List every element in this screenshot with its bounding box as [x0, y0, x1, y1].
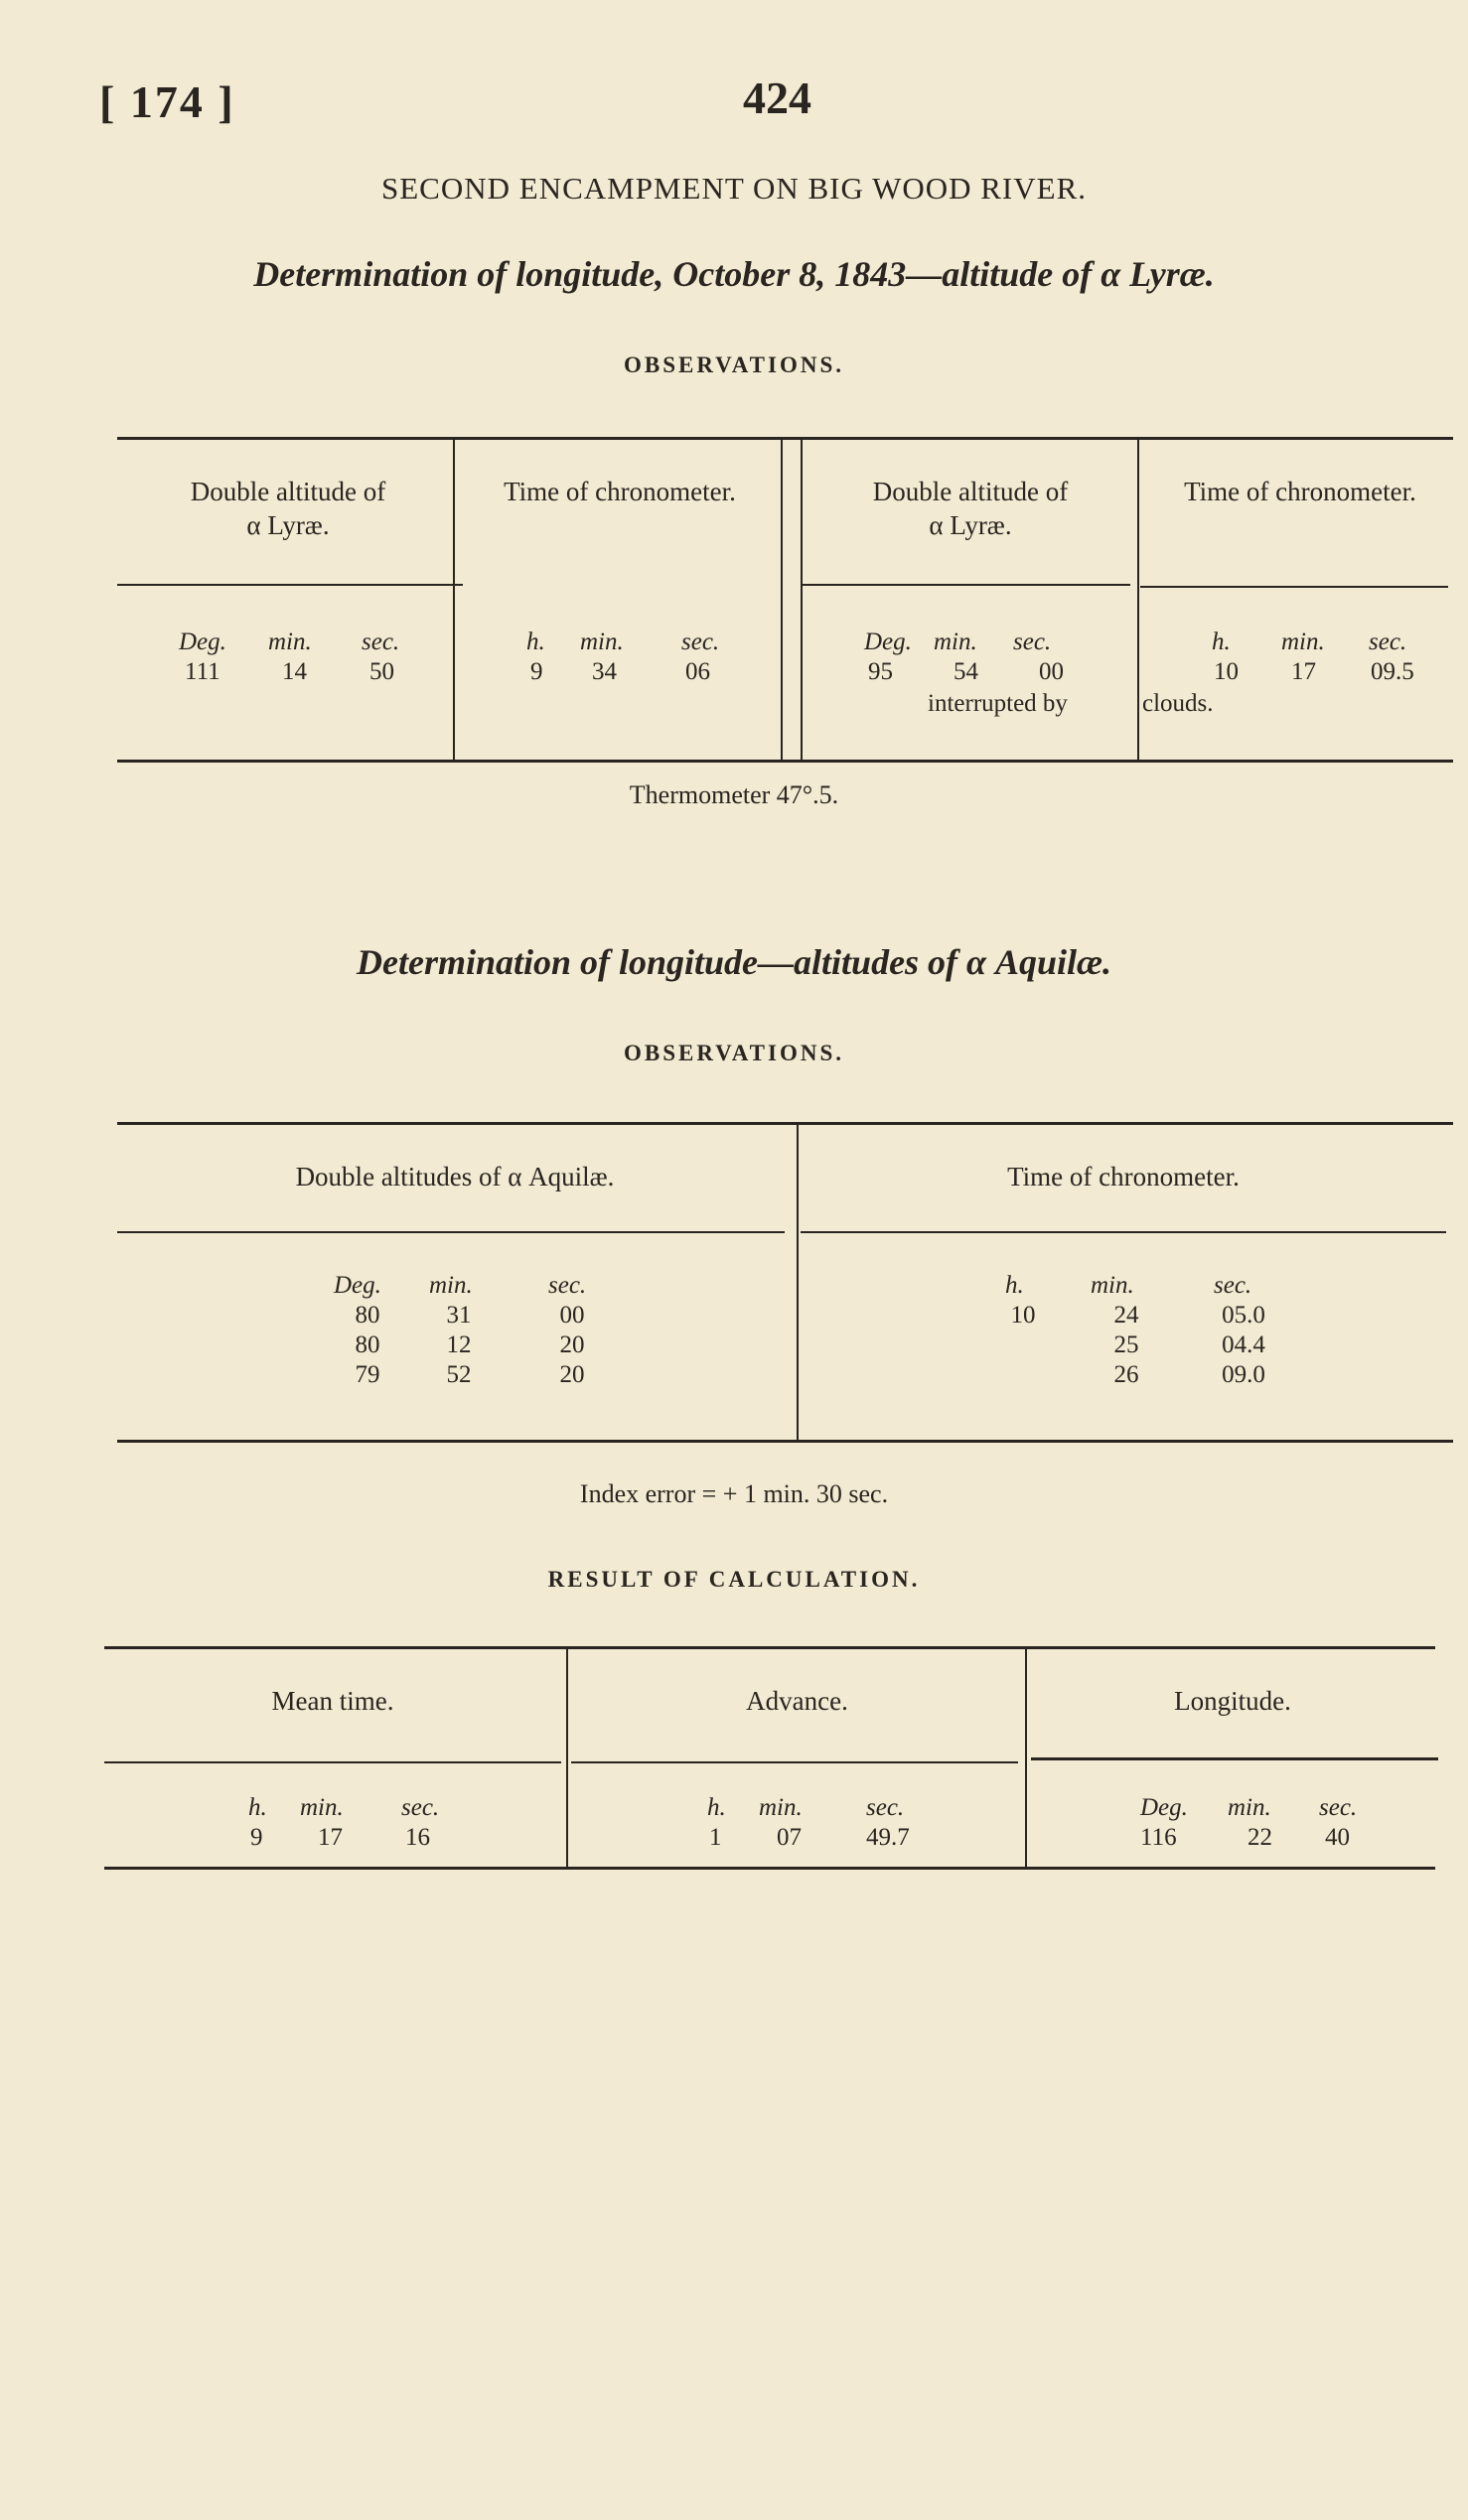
unit-label: sec. — [1013, 629, 1052, 655]
result-col3-header: Longitude. — [1174, 1686, 1291, 1716]
unit-label: h. — [707, 1794, 726, 1821]
unit-label: Deg. — [1140, 1794, 1188, 1821]
value: 09.5 — [1371, 658, 1414, 685]
lyrae-col4-header: Time of chronometer. — [1184, 477, 1416, 506]
value: 04.4 — [1222, 1331, 1265, 1358]
value: 25 — [1113, 1331, 1139, 1358]
note: interrupted by — [928, 690, 1068, 717]
value: 31 — [446, 1302, 472, 1329]
value: 00 — [559, 1302, 585, 1329]
unit-label: Deg. — [179, 629, 226, 655]
value: 52 — [446, 1361, 472, 1388]
value: 14 — [282, 658, 307, 685]
section2-observations-label: OBSERVATIONS. — [623, 1041, 845, 1065]
value: 16 — [405, 1824, 430, 1851]
unit-label: min. — [934, 629, 977, 655]
value: 10 — [1010, 1302, 1036, 1329]
unit-label: Deg. — [334, 1272, 381, 1299]
note: clouds. — [1142, 690, 1214, 717]
unit-label: Deg. — [864, 629, 912, 655]
value: 111 — [185, 658, 220, 685]
value: 95 — [868, 658, 893, 685]
unit-label: min. — [1091, 1272, 1134, 1299]
value: 80 — [355, 1302, 380, 1329]
unit-label: min. — [300, 1794, 344, 1821]
value: 10 — [1214, 658, 1239, 685]
lyrae-col1-header-1: Double altitude of — [190, 477, 386, 506]
unit-label: min. — [1228, 1794, 1271, 1821]
unit-label: min. — [1281, 629, 1325, 655]
value: 12 — [446, 1331, 472, 1358]
unit-label: h. — [1212, 629, 1231, 655]
unit-label: sec. — [1319, 1794, 1358, 1821]
value: 24 — [1113, 1302, 1139, 1329]
section2-heading: Determination of longitude—altitudes of α Aquilæ. — [357, 942, 1111, 982]
result-col2-header: Advance. — [746, 1686, 848, 1716]
value: 20 — [559, 1361, 585, 1388]
unit-label: sec. — [362, 629, 400, 655]
result-label: RESULT OF CALCULATION. — [547, 1567, 921, 1592]
unit-label: min. — [759, 1794, 803, 1821]
page-bracket-number: [ 174 ] — [99, 76, 235, 127]
lyrae-col3-header-2: α Lyræ. — [929, 510, 1012, 540]
value — [993, 1330, 1053, 1360]
value: 07 — [777, 1824, 802, 1851]
thermometer-note: Thermometer 47°.5. — [629, 780, 839, 809]
value: 05.0 — [1222, 1302, 1265, 1329]
value: 9 — [250, 1824, 263, 1851]
value — [993, 1360, 1053, 1390]
value: 17 — [1291, 658, 1316, 685]
section1-observations-label: OBSERVATIONS. — [623, 352, 845, 377]
unit-label: sec. — [401, 1794, 440, 1821]
unit-label: min. — [268, 629, 312, 655]
lyrae-col1-header-2: α Lyræ. — [246, 510, 330, 540]
value: 34 — [592, 658, 617, 685]
unit-label: sec. — [1369, 629, 1407, 655]
unit-label: min. — [429, 1272, 473, 1299]
unit-label: sec. — [681, 629, 720, 655]
value: 22 — [1248, 1824, 1272, 1851]
value: 50 — [369, 658, 394, 685]
aquilae-col2-header: Time of chronometer. — [1007, 1162, 1240, 1191]
value: 54 — [954, 658, 978, 685]
value: 79 — [355, 1361, 380, 1388]
page-number: 424 — [743, 72, 811, 123]
value: 116 — [1140, 1824, 1177, 1851]
value: 1 — [709, 1824, 722, 1851]
value: 9 — [530, 658, 543, 685]
unit-label: h. — [526, 629, 545, 655]
value: 17 — [318, 1824, 343, 1851]
value: 49.7 — [866, 1824, 910, 1851]
section1-heading: Determination of longitude, October 8, 1843—altitude of α Lyræ. — [253, 254, 1215, 294]
unit-label: sec. — [548, 1272, 587, 1299]
unit-label: sec. — [866, 1794, 905, 1821]
unit-label: sec. — [1214, 1272, 1252, 1299]
value: 06 — [685, 658, 710, 685]
value: 40 — [1325, 1824, 1350, 1851]
unit-label: h. — [248, 1794, 267, 1821]
unit-label: min. — [580, 629, 624, 655]
aquilae-col1-header: Double altitudes of α Aquilæ. — [295, 1162, 615, 1191]
value: 20 — [559, 1331, 585, 1358]
value: 09.0 — [1222, 1361, 1265, 1388]
value: 26 — [1113, 1361, 1139, 1388]
result-col1-header: Mean time. — [271, 1686, 394, 1716]
unit-label: h. — [1005, 1272, 1024, 1299]
index-error-note: Index error = + 1 min. 30 sec. — [579, 1479, 889, 1508]
value: 80 — [355, 1331, 380, 1358]
page-title: SECOND ENCAMPMENT ON BIG WOOD RIVER. — [381, 171, 1087, 206]
lyrae-col3-header-1: Double altitude of — [872, 477, 1069, 506]
lyrae-col2-header: Time of chronometer. — [504, 477, 736, 506]
value: 00 — [1039, 658, 1064, 685]
